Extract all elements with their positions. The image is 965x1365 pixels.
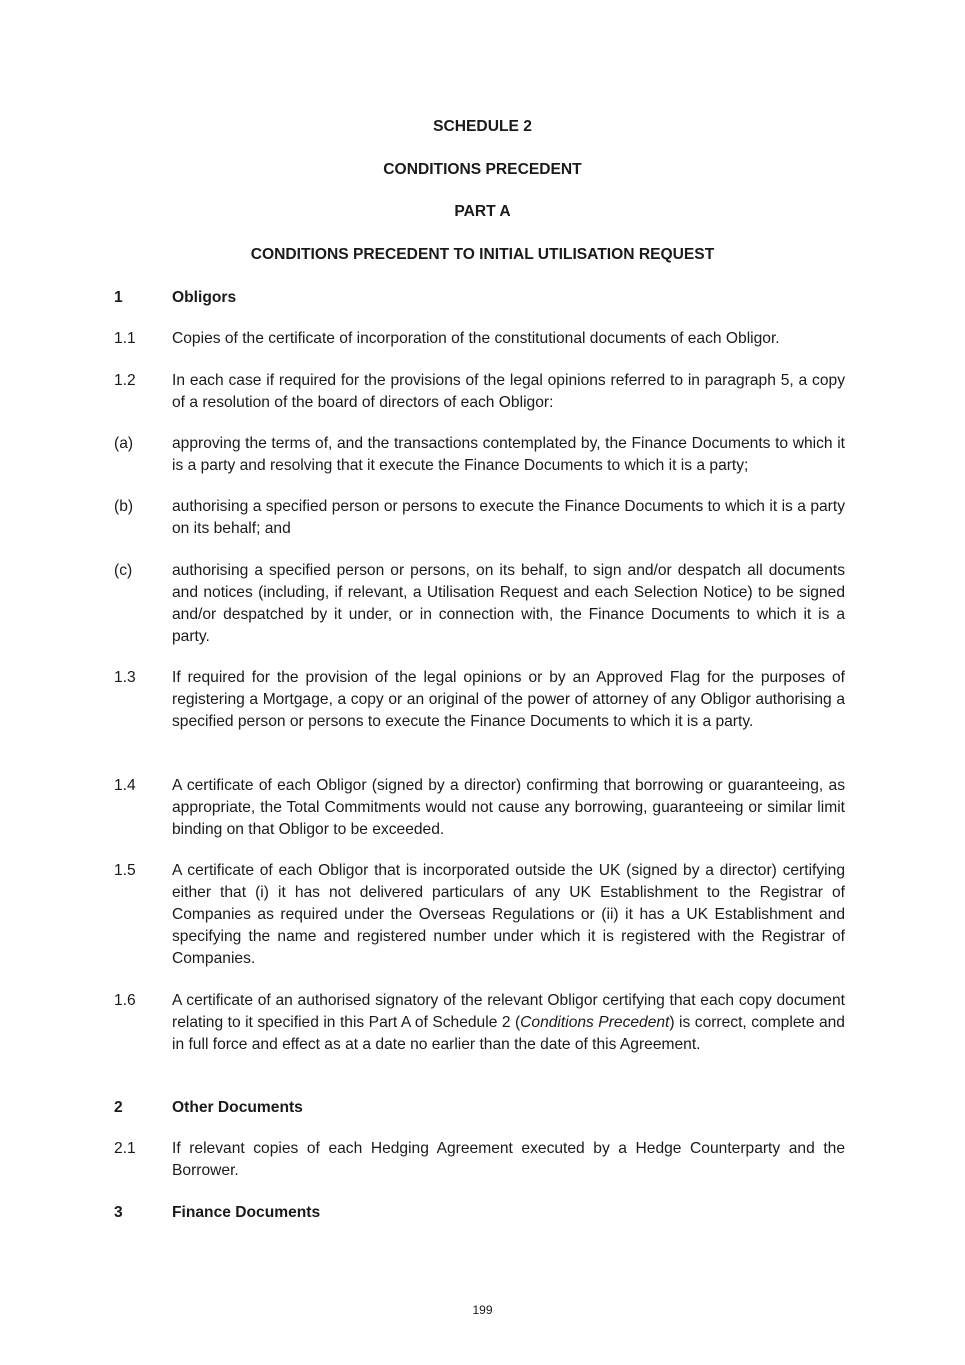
clause-text-part: ) is correct, complete and in full force and effect as at a date no earlier than the date of this Agreement.: [172, 1014, 845, 1053]
clause-text: If required for the provision of the legal opinions or by an Approved Flag for the purposes of registering a Mortgage, a copy or an original of the power of attorney of any Obligor authorising a specified person or persons to execute the Finance Documents to which it is a party.: [172, 669, 845, 730]
clause-text: authorising a specified person or persons to execute the Finance Documents to which it is a party on its behalf; and: [172, 498, 845, 537]
section-title: Other Documents: [172, 1099, 303, 1116]
clause-text-italic: Conditions Precedent: [520, 1014, 670, 1031]
clause-number: 1.6: [114, 992, 136, 1009]
clause-number: 1.1: [114, 330, 136, 347]
section-title: Finance Documents: [172, 1204, 321, 1221]
clause-text: In each case if required for the provisions of the legal opinions referred to in paragraph 5, a copy of a resolution of the board of directors of each Obligor:: [172, 372, 845, 411]
clause-text-part: A certificate of an authorised signatory of the relevant Obligor certifying that each copy document relating to it specified in this Part A of Schedule 2 (: [172, 992, 845, 1031]
section-number: 1: [114, 289, 123, 306]
clause-text: If relevant copies of each Hedging Agreement executed by a Hedge Counterparty and the Borrower.: [172, 1140, 845, 1179]
clause-text: [172, 990, 845, 1056]
clause-number: 1.2: [114, 372, 136, 389]
section-number: 3: [114, 1204, 123, 1221]
section-number: 2: [114, 1099, 123, 1116]
section-title: Obligors: [172, 289, 237, 306]
clause-number: (c): [114, 562, 133, 579]
clause-number: (a): [114, 435, 134, 452]
clause-text: authorising a specified person or persons, on its behalf, to sign and/or despatch all documents and notices (including, if relevant, a Utilisation Request and each Selection Notice) to be signed and/or despatched by it under, or in connection with, the Finance Documents to which it is a party.: [172, 562, 845, 645]
clause-number: 1.5: [114, 862, 136, 879]
part-title: PART A: [454, 203, 511, 220]
page-number: 199: [472, 1303, 493, 1317]
schedule-title: SCHEDULE 2: [433, 118, 532, 135]
clause-number: 1.4: [114, 777, 136, 794]
clause-text: A certificate of each Obligor that is incorporated outside the UK (signed by a director) certifying either that (i) it has not delivered particulars of any UK Establishment to the Registrar of Companies as required under the Overseas Regulations or (ii) it has a UK Establishment and specifying the name and registered number under which it is registered with the Registrar of Companies.: [172, 862, 845, 967]
clause-number: 2.1: [114, 1140, 136, 1157]
clause-text: Copies of the certificate of incorporation of the constitutional documents of each Obligor.: [172, 330, 780, 347]
clause-number: (b): [114, 498, 134, 515]
clause-text: A certificate of each Obligor (signed by a director) confirming that borrowing or guaranteeing, as appropriate, the Total Commitments would not cause any borrowing, guaranteeing or similar limit binding on that Obligor to be exceeded.: [172, 777, 845, 838]
clause-number: 1.3: [114, 669, 136, 686]
clause-text: approving the terms of, and the transactions contemplated by, the Finance Documents to which it is a party and resolving that it execute the Finance Documents to which it is a party;: [172, 435, 845, 474]
part-subtitle: CONDITIONS PRECEDENT TO INITIAL UTILISATION REQUEST: [250, 246, 715, 263]
schedule-subtitle: CONDITIONS PRECEDENT: [383, 161, 582, 178]
